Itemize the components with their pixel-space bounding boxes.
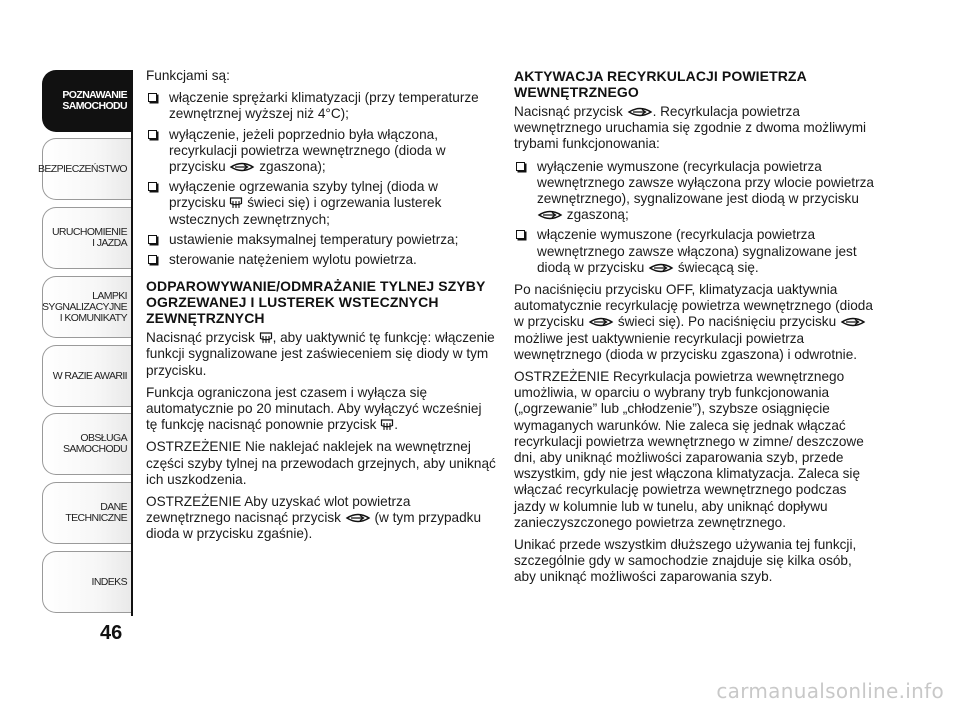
list-item: włączenie wymuszone (recyrkulacja powietrza wewnętrznego zawsze włączona) sygnalizowane jest diodą w przycisku świecącą się. [514, 227, 876, 276]
recirculation-icon [345, 512, 371, 524]
paragraph: Po naciśnięciu przycisku OFF, klimatyzacja uaktywnia automatycznie recyrkulację powietrza wewnętrznego (dioda w przycisku świeci się). Po naciśnięciu przycisku możliwe jest uaktywnienie recyrkulacji powietrza wewnętrznego (dioda w przycisku zgaszona) i odwrotnie. [514, 282, 873, 362]
paragraph: Nacisnąć przycisk , aby uaktywnić tę funkcję: włączenie funkcji sygnalizowane jest zaświeceniem się diody w tym przycisku. [146, 330, 495, 378]
recirculation-icon [627, 106, 653, 118]
section-heading-rear-defrost: ODPAROWYWANIE/ODMRAŻANIE TYLNEJ SZYBY OGRZEWANEJ I LUSTEREK WSTECZNYCH ZEWNĘTRZNYCH [146, 278, 486, 327]
list-item: wyłączenie wymuszone (recyrkulacja powietrza wewnętrznego zawsze wyłączona przy wlocie powietrza zewnętrznego), sygnalizowane jest diodą w przycisku zgaszoną; [514, 159, 876, 224]
paragraph: Unikać przede wszystkim dłuższego używania tej funkcji, szczególnie gdy w samochodzie znajduje się kilka osób, aby uniknąć możliwości zaparowania szyb. [514, 537, 857, 585]
recirculation-icon [537, 209, 563, 221]
rear-defrost-icon [229, 196, 243, 209]
rear-defrost-icon [380, 418, 394, 431]
recirculation-icon [648, 262, 674, 274]
tab-indeks[interactable]: INDEKS [42, 551, 132, 613]
list-item: wyłączenie, jeżeli poprzednio była włączona, recyrkulacji powietrza wewnętrznego (dioda w przycisku zgaszona); [146, 127, 496, 176]
tab-dane-techniczne[interactable]: DANE TECHNICZNE [42, 482, 132, 544]
left-column [146, 68, 496, 549]
recirculation-icon [840, 316, 866, 328]
page-number: 46 [100, 622, 123, 644]
recirculation-icon [229, 161, 255, 173]
warning-paragraph: OSTRZEŻENIE Aby uzyskać wlot powietrza zewnętrznego nacisnąć przycisk (w tym przypadku dioda w przycisku zgaśnie). [146, 494, 482, 542]
rear-defrost-icon [259, 331, 273, 344]
tab-obsluga-samochodu[interactable]: OBSŁUGA SAMOCHODU [42, 413, 132, 475]
nav-divider [131, 70, 133, 616]
recirculation-icon [588, 316, 614, 328]
list-item: włączenie sprężarki klimatyzacji (przy temperaturze zewnętrznej wyższej niż 4°C); [146, 90, 496, 122]
watermark: carmanualsonline.info [716, 679, 944, 703]
tab-w-razie-awarii[interactable]: W RAZIE AWARII [42, 345, 132, 407]
tab-poznawanie-samochodu[interactable]: POZNAWANIE SAMOCHODU [42, 70, 132, 132]
tab-lampki-sygnalizacyjne[interactable]: LAMPKI SYGNALIZACYJNE I KOMUNIKATY [42, 276, 132, 338]
tab-uruchomienie-i-jazda[interactable]: URUCHOMIENIE I JAZDA [42, 207, 132, 269]
function-list [146, 90, 496, 268]
warning-paragraph: OSTRZEŻENIE Nie naklejać naklejek na wewnętrznej części szyby tylnej na przewodach grzejnych, aby uniknąć ich uszkodzenia. [146, 439, 496, 487]
mode-list [514, 159, 876, 276]
paragraph: Nacisnąć przycisk . Recyrkulacja powietrza wewnętrznego uruchamia się zgodnie z dwoma możliwymi trybami funkcjonowania: [514, 104, 867, 152]
tab-bezpieczenstwo[interactable]: BEZPIECZEŃSTWO [42, 138, 132, 200]
warning-paragraph: OSTRZEŻENIE Recyrkulacja powietrza wewnętrznego umożliwia, w oparciu o wybrany tryb funkcjonowania („ogrzewanie” lub „chłodzenie”), szybsze osiągnięcie wymaganych warunków. Nie zaleca się jednak włączać recyrkulacji powietrza wewnętrznego w zimne/ deszczowe dni, aby uniknąć możliwości zaparowania szyb, przede wszystkim, gdy nie jest włączona klimatyzacja. Zaleca się włączać recyrkulację powietrza wewnętrznego podczas jazdy w kolumnie lub w tunelu, aby uniknąć dopływu zanieczyszczonego powietrza zewnętrznego. [514, 369, 864, 530]
paragraph: Funkcja ograniczona jest czasem i wyłącza się automatycznie po 20 minutach. Aby wyłączyć wcześniej tę funkcję nacisnąć ponownie przycisk . [146, 384, 482, 433]
intro-text: Funkcjami są: [146, 68, 230, 83]
section-heading-recirculation: AKTYWACJA RECYRKULACJI POWIETRZA WEWNĘTRZNEGO [514, 68, 807, 100]
list-item: ustawienie maksymalnej temperatury powietrza; [146, 232, 496, 248]
list-item: sterowanie natężeniem wylotu powietrza. [146, 252, 496, 268]
list-item: wyłączenie ogrzewania szyby tylnej (dioda w przycisku świeci się) i ogrzewania lusterek wstecznych zewnętrznych; [146, 179, 496, 228]
right-column [514, 68, 876, 592]
